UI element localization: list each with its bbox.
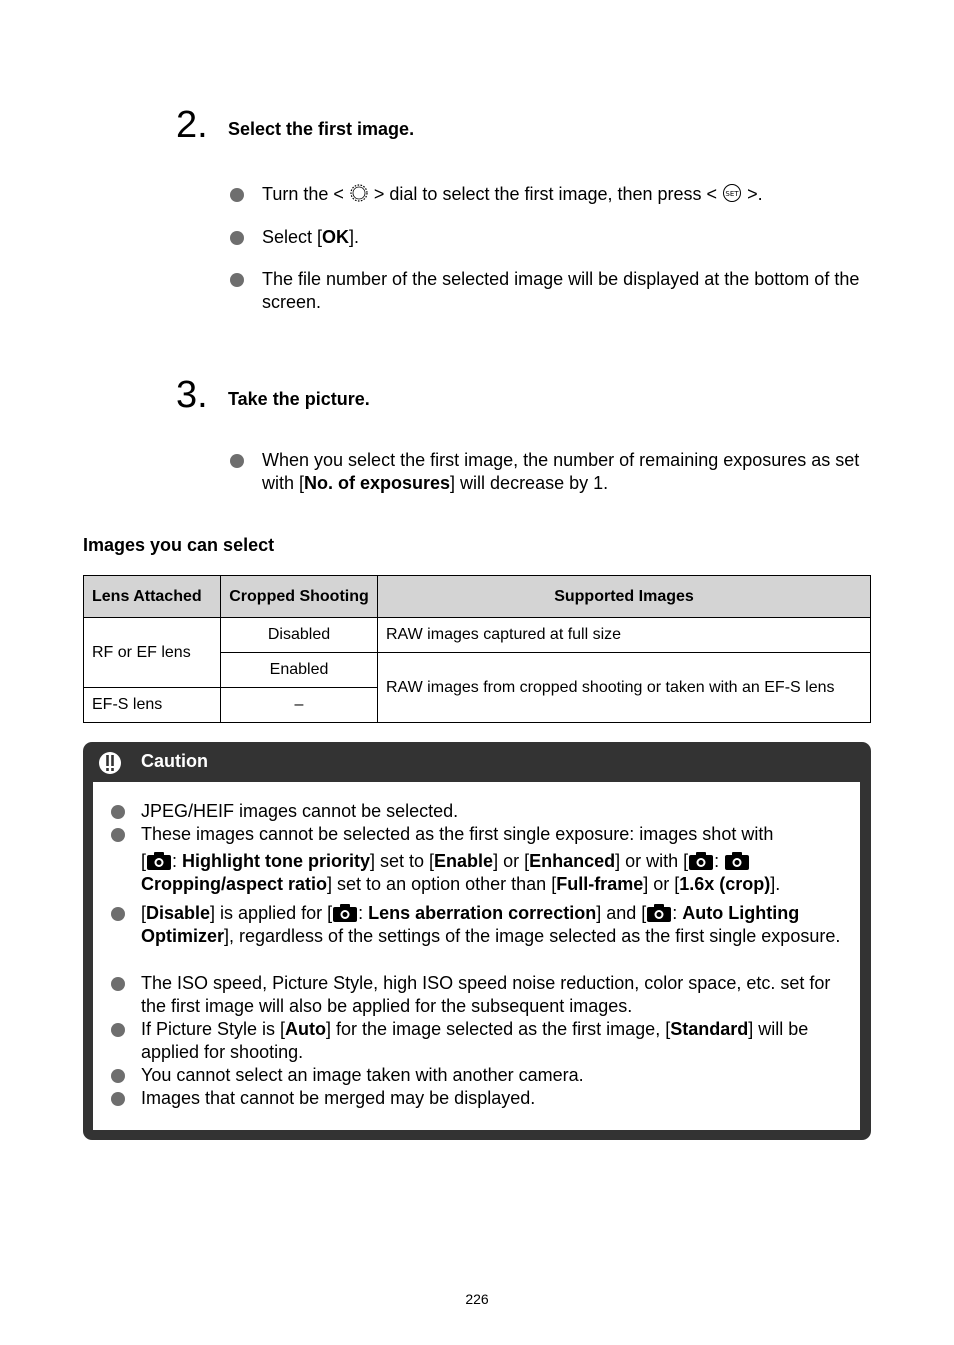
list-item: Images that cannot be merged may be displayed. — [111, 1087, 851, 1110]
list-item: [Disable] is applied for [ : Lens aberration correction] and [ : Auto Lighting Optimizer], regardless of the settings of the image selected as the first single exposure. — [111, 902, 851, 948]
table-cell: RF or EF lens — [84, 618, 221, 688]
list-item: You cannot select an image taken with another camera. — [111, 1064, 851, 1087]
bullet-icon — [230, 188, 244, 202]
table-cell: RAW images from cropped shooting or taken with an EF-S lens — [378, 653, 871, 723]
page-number: 226 — [465, 1291, 489, 1307]
bullet-icon — [111, 805, 125, 819]
bullet-icon — [111, 977, 125, 991]
table-cell: Disabled — [221, 618, 378, 653]
caution-title: Caution — [141, 751, 208, 771]
table-cell: EF-S lens — [84, 688, 221, 723]
svg-text:SET: SET — [725, 190, 739, 198]
list-item: The ISO speed, Picture Style, high ISO speed noise reduction, color space, etc. set for the first image will also be applied for the subsequent images. — [111, 972, 851, 1018]
list-item: When you select the first image, the number of remaining exposures as set with [No. of exposures] will decrease by 1. — [230, 449, 875, 495]
dial-icon — [349, 183, 369, 203]
section-title: Images you can select — [83, 535, 275, 555]
camera-shooting-icon — [146, 851, 172, 871]
bullet-icon — [111, 828, 125, 842]
list-item: Turn the < > dial to select the first image, then press < SET >. — [230, 183, 875, 206]
bullet-icon — [230, 454, 244, 468]
camera-shooting-icon — [724, 851, 750, 871]
step-title: Take the picture. — [228, 389, 370, 409]
list-item: Select [OK]. — [230, 226, 875, 249]
bullet-icon — [111, 1069, 125, 1083]
table-cell: – — [221, 688, 378, 723]
table-header: Supported Images — [378, 576, 871, 618]
table-cell: RAW images captured at full size — [378, 618, 871, 653]
camera-shooting-icon — [332, 903, 358, 923]
table-header: Lens Attached — [84, 576, 221, 618]
bullet-icon — [230, 273, 244, 287]
caution-body — [93, 782, 860, 1130]
list-item: If Picture Style is [Auto] for the image selected as the first image, [Standard] will be applied for shooting. — [111, 1018, 851, 1064]
table-cell: Enabled — [221, 653, 378, 688]
set-button-icon — [722, 183, 742, 203]
step-title: Select the first image. — [228, 119, 415, 139]
step-number: 3. — [176, 374, 208, 416]
supported-images-table — [83, 575, 871, 723]
camera-shooting-icon — [646, 903, 672, 923]
bullet-icon — [111, 907, 125, 921]
list-item: JPEG/HEIF images cannot be selected. — [111, 800, 851, 823]
list-item: These images cannot be selected as the first single exposure: images shot with [ : Highlight tone priority] set to [Enable] or [Enhanced] or with [ : Cropping/aspect ratio] set to an option other than [Full-frame] or [1.6x (crop)]. — [111, 823, 851, 896]
bullet-icon — [111, 1092, 125, 1106]
camera-shooting-icon — [688, 851, 714, 871]
bullet-icon — [230, 231, 244, 245]
table-header: Cropped Shooting — [221, 576, 378, 618]
list-item: The file number of the selected image will be displayed at the bottom of the screen. — [230, 268, 875, 314]
caution-icon — [98, 751, 122, 775]
bullet-icon — [111, 1023, 125, 1037]
step-number: 2. — [176, 104, 208, 146]
caution-box — [83, 742, 871, 1140]
